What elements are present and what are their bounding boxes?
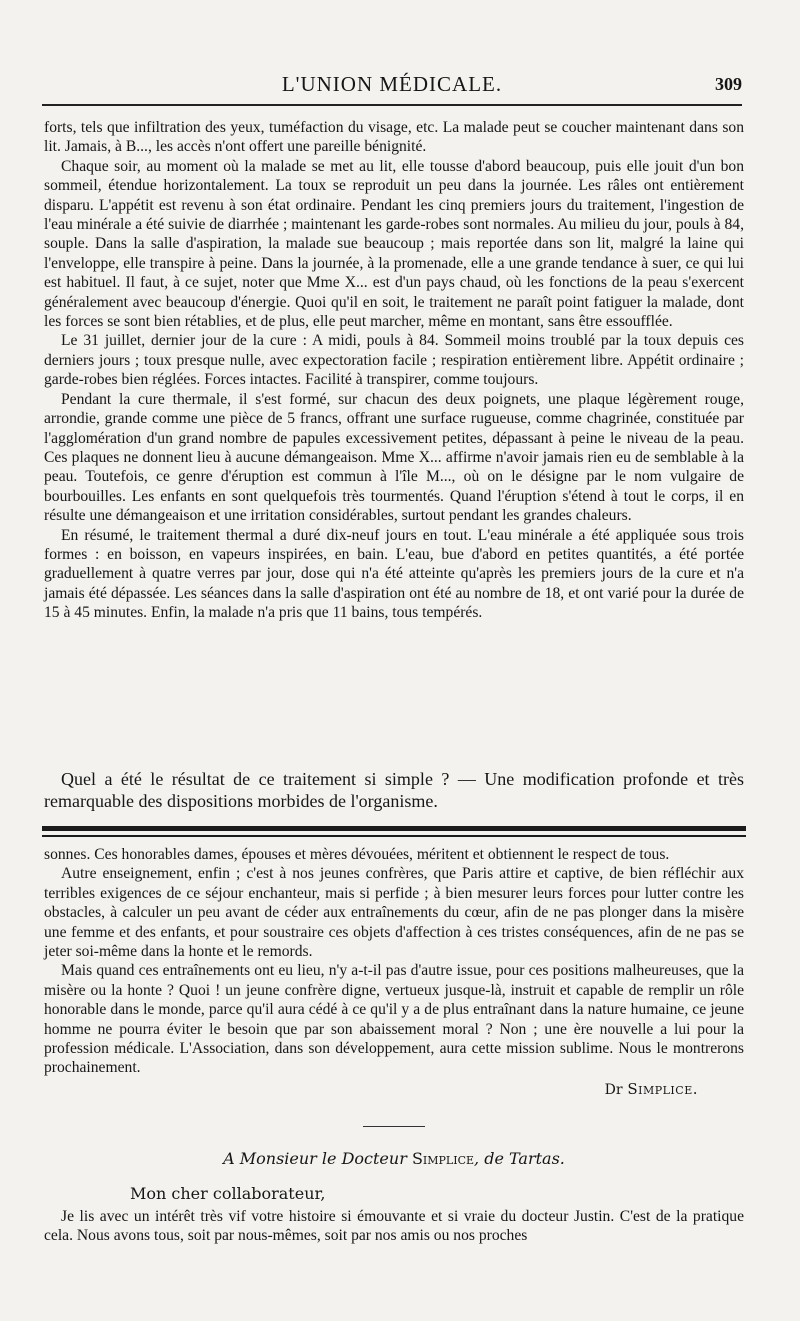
signature-title: Dr	[604, 1081, 623, 1098]
header-rule	[42, 104, 742, 106]
address-name: Simplice	[411, 1148, 475, 1168]
short-divider	[363, 1126, 425, 1127]
paragraph: Mais quand ces entraînements ont eu lieu, n'y a-t-il pas d'autre issue, pour ces positions malheureuses, que la misère ou la honte ? Quoi ! un jeune confrère digne, vertueux jusque-là, instruit et capable de remplir un rôle honorable dans le monde, parce qu'il aura cédé à ce qu'il y a de plus entraînant dans la nature humaine, ce jeune homme ne pourra éviter le besoin que par son abaissement moral ? Non ; une ère nouvelle a lui pour la profession médicale. L'Association, dans son développement, aura cette mission sublime. Nous le montrerons prochainement.	[44, 962, 744, 1077]
address-suffix: , de Tartas.	[474, 1148, 565, 1168]
page-header	[42, 62, 742, 102]
section-divider-thick	[42, 826, 746, 831]
section-divider-thin	[42, 835, 746, 837]
case-report-section	[44, 118, 744, 623]
paragraph: forts, tels que infiltration des yeux, tuméfaction du visage, etc. La malade peut se coucher maintenant dans son lit. Jamais, à B..., les accès n'ont offert une pareille bénignité.	[44, 119, 744, 156]
conclusion	[44, 768, 744, 812]
letter-paragraph: Je lis avec un intérêt très vif votre histoire si émouvante et si vraie du docteur Justin. C'est de la pratique cela. Nous avons tous, soit par nous-mêmes, soit par nos amis ou nos proches	[44, 1207, 744, 1245]
feuilleton-section	[44, 845, 744, 1246]
paragraph: Le 31 juillet, dernier jour de la cure : A midi, pouls à 84. Sommeil moins troublé par la toux depuis ces derniers jours ; toux presque nulle, avec expectoration facile ; respiration entièrement libre. Appétit ordinaire ; garde-robes bien réglées. Forces intactes. Facilité à transpirer, comme toujours.	[44, 332, 744, 389]
letter-address	[44, 1149, 744, 1168]
paragraph: sonnes. Ces honorables dames, épouses et mères dévouées, méritent et obtiennent le respect de tous.	[44, 846, 670, 863]
salutation: Mon cher collaborateur,	[130, 1183, 326, 1203]
address-prefix: A Monsieur le Docteur	[223, 1148, 407, 1168]
page-number: 309	[715, 74, 742, 94]
paragraph: En résumé, le traitement thermal a duré dix-neuf jours en tout. L'eau minérale a été appliquée sous trois formes : en boisson, en vapeurs inspirées, en bain. L'eau, bue d'abord en petites quantités, a été portée graduellement à quatre verres par jour, dose qui n'a été atteinte qu'après les premiers jours de la cure et n'a jamais été dépassée. Les séances dans la salle d'aspiration ont été au nombre de 18, et ont varié pour la durée de 15 à 45 minutes. Enfin, la malade n'a pris que 11 bains, tous tempérés.	[44, 526, 744, 622]
paragraph: Pendant la cure thermale, il s'est formé, sur chacun des deux poignets, une plaque légèrement rouge, arrondie, grande comme une pièce de 5 francs, offrant une surface rugueuse, comme chagrinée, constituée par l'agglomération d'un grand nombre de papules excessivement petites, dépassant à peine le niveau de la peau. Ces plaques ne donnent lieu à aucune démangeaison. Mme X... affirme n'avoir jamais rien eu de semblable à la peau. Toutefois, ce genre d'éruption est commun à l'île M..., où on le désigne par le nom vulgaire de bourbouilles. Les enfants en sont quelquefois très tourmentés. Quand l'éruption s'étend à tout le corps, il en résulte une démangeaison et une irritation considérables, surtout pendant les grandes chaleurs.	[44, 390, 744, 525]
running-title: L'UNION MÉDICALE.	[281, 72, 503, 96]
conclusion-text: Quel a été le résultat de ce traitement si simple ? — Une modification profonde et très remarquable des dispositions morbides de l'organisme.	[44, 769, 744, 811]
paragraph: Chaque soir, au moment où la malade se met au lit, elle tousse d'abord beaucoup, puis elle jouit d'un bon sommeil, étendue horizontalement. La toux se reproduit un peu dans la journée. Les râles ont entièrement disparu. L'appétit est revenu à son état ordinaire. Pendant les cinq premiers jours du traitement, l'ingestion de l'eau minérale a été suivie de diarrhée ; maintenant les garde-robes sont normales. Au milieu du jour, pouls à 84, souple. Dans la salle d'aspiration, la malade sue beaucoup ; mais reportée dans son lit, malgré la laine qui l'enveloppe, elle transpire à peine. Dans la journée, à la promenade, elle a une grande tendance à suer, ce qui lui est habituel. Il faut, à ce sujet, noter que Mme X... est d'un pays chaud, où les fonctions de la peau s'exercent généralement avec beaucoup d'énergie. Quoi qu'il en soit, le traitement ne paraît point fatiguer la malade, dont les forces se sont bien rétablies, et de plus, elle peut marcher, même en montant, sans être essoufflée.	[44, 157, 744, 331]
signature	[44, 1080, 744, 1098]
signature-name: Simplice.	[627, 1079, 698, 1098]
paragraph: Autre enseignement, enfin ; c'est à nos jeunes confrères, que Paris attire et captive, de bien réfléchir aux terribles exigences de ce séjour enchanteur, mais si perfide ; à bien mesurer leurs forces pour lutter contre les obstacles, à calculer un peu avant de céder aux entraînements du cœur, afin de ne pas plonger dans la misère une femme et des enfants, et pour soustraire ces objets d'affection à ces tristes conséquences, afin de ne pas se jeter soi-même dans la honte et le remords.	[44, 865, 744, 961]
